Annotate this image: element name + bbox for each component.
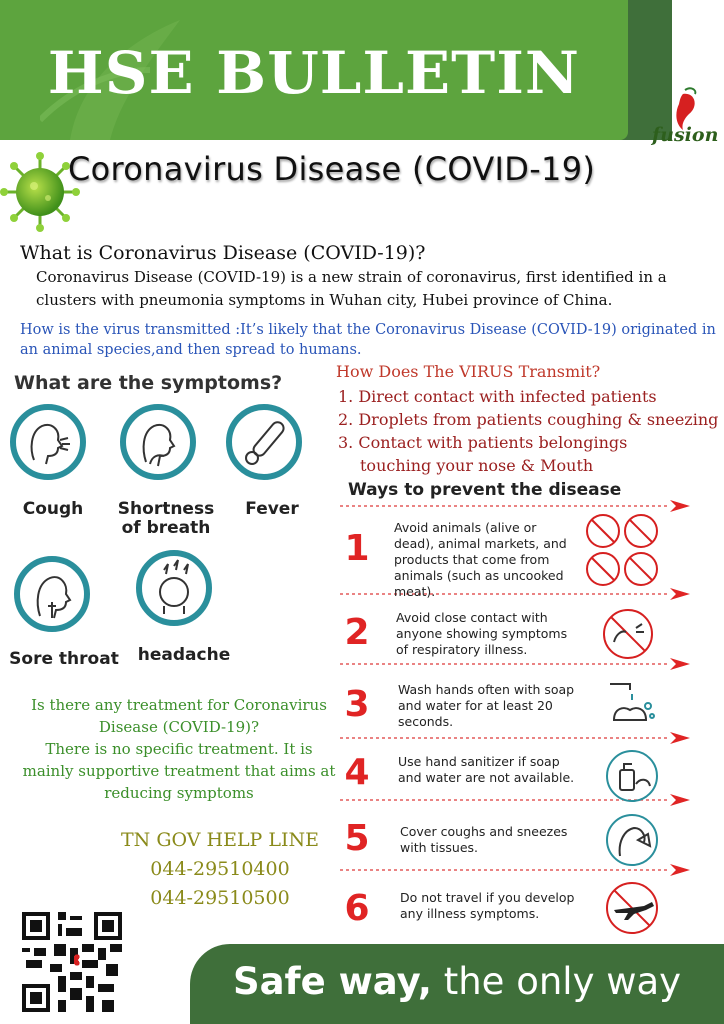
headache-icon [136, 550, 212, 626]
how-item-3: 3. Contact with patients belongings [338, 433, 628, 452]
what-is-answer: Coronavirus Disease (COVID-19) is a new strain of coronavirus, first identified in a clusters with pneumonia symptoms in Wuhan city, Hubei province of China. [36, 268, 667, 309]
treatment-question: Is there any treatment for Coronavirus Disease (COVID-19)? [31, 696, 327, 736]
transmission-origin: How is the virus transmitted :It’s likely that the Coronavirus Disease (COVID-19) originated in an animal species,and then spread to humans. [20, 322, 716, 358]
bulletin-title: HSE BULLETIN [47, 39, 581, 107]
prevent-number-1: 1 [344, 528, 370, 569]
qr-code-icon[interactable] [22, 912, 122, 1012]
prevent-text-4: Use hand sanitizer if soap and water are not available. [398, 754, 575, 785]
sanitizer-icon [604, 748, 660, 804]
prevent-text-6: Do not travel if you develop any illness symptoms. [400, 890, 575, 921]
lungs-icon [120, 404, 196, 480]
prevent-text-3: Wash hands often with soap and water for at least 20 seconds. [398, 682, 575, 729]
how-item-2: 2. Droplets from patients coughing & sneezing [338, 410, 719, 429]
prevent-title: Ways to prevent the disease [348, 480, 622, 500]
prevent-number-5: 5 [344, 818, 370, 859]
symptom-label-sore-throat: Sore throat [9, 649, 119, 669]
symptom-label-shortness: Shortness of breath [117, 499, 215, 538]
cough-icon [10, 404, 86, 480]
footer-slogan-bold: Safe way, [232, 960, 432, 1003]
symptom-label-headache: headache [137, 645, 231, 665]
no-travel-icon [604, 880, 660, 936]
treatment-answer: There is no specific treatment. It is mainly supportive treatment that aims at reducing symptoms [22, 740, 336, 802]
prevent-text-5: Cover coughs and sneezes with tissues. [400, 824, 568, 855]
sore-throat-icon [14, 556, 90, 632]
how-item-1: 1. Direct contact with infected patients [338, 387, 657, 406]
fusion-logo-text: fusion [652, 124, 719, 146]
no-animals-icon [584, 512, 660, 588]
how-transmit-title: How Does The VIRUS Transmit? [336, 362, 601, 381]
prevent-number-6: 6 [344, 888, 370, 929]
tissue-icon [604, 812, 660, 868]
symptoms-title: What are the symptoms? [14, 372, 283, 394]
hand-wash-icon [600, 676, 660, 732]
prevent-number-4: 4 [344, 752, 370, 793]
what-is-question: What is Coronavirus Disease (COVID-19)? [20, 242, 426, 264]
helpline-number-1: 044-29510400 [150, 858, 290, 880]
treatment-block [20, 694, 338, 804]
helpline-title: TN GOV HELP LINE [120, 829, 319, 851]
footer-slogan-rest: the only way [431, 960, 682, 1003]
prevent-number-2: 2 [344, 612, 370, 653]
prevent-text-1: Avoid animals (alive or dead), animal markets, and products that come from animals (such as uncooked meat). [394, 520, 567, 599]
no-contact-icon [600, 606, 656, 662]
helpline-block [100, 826, 340, 913]
prevent-text-2: Avoid close contact with anyone showing symptoms of respiratory illness. [396, 610, 568, 657]
prevent-number-3: 3 [344, 684, 370, 725]
thermometer-icon [226, 404, 302, 480]
main-title: Coronavirus Disease (COVID-19) [68, 150, 596, 188]
how-item-3-cont: touching your nose & Mouth [360, 456, 594, 475]
symptom-label-fever: Fever [245, 499, 299, 519]
symptom-label-cough: Cough [22, 499, 84, 519]
helpline-number-2: 044-29510500 [150, 887, 290, 909]
footer-slogan [190, 958, 724, 1006]
